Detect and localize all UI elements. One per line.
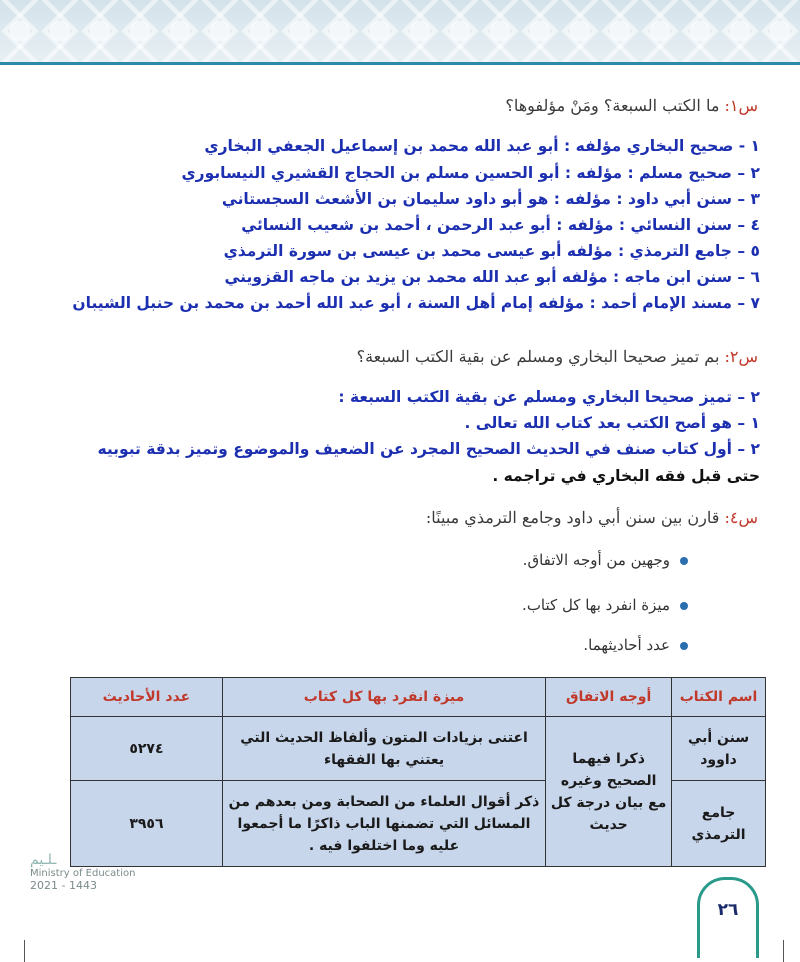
answer-2-line-1: ٢ – تميز صحيحا البخاري ومسلم عن بقية الكتب السبعة : — [338, 388, 760, 406]
logo-arabic-text: ـلـيم — [30, 852, 57, 868]
feature-cell: ذكر أقوال العلماء من الصحابة ومن بعدهم من المسائل التي تضمنها الباب ذاكرًا ما أجمعوا عليه وما اختلفوا فيه . — [222, 781, 545, 867]
bullet-text-1: وجهين من أوجه الاتفاق. — [522, 551, 670, 569]
question-4-text: قارن بين سنن أبي داود وجامع الترمذي مبينًا: — [425, 508, 720, 527]
answer-1-line-1: ١ - صحيح البخاري مؤلفه : أبو عبد الله محمد بن إسماعيل الجعفي البخاري — [204, 137, 760, 155]
bullet-text-3: عدد أحاديثهما. — [583, 636, 670, 654]
answer-1-line-3: ٣ – سنن أبي داود : مؤلفه : هو أبو داود سليمان بن الأشعث السجستاني — [221, 190, 760, 208]
question-2-text: بم تميز صحيحا البخاري ومسلم عن بقية الكتب السبعة؟ — [356, 347, 720, 366]
question-1 — [505, 96, 758, 115]
table-row — [71, 717, 766, 781]
crop-mark — [783, 940, 784, 962]
question-2-number: س٢: — [724, 347, 758, 366]
table-header-row — [71, 678, 766, 717]
feature-cell: اعتنى بزيادات المتون وألفاظ الحديث التي يعتني بها الفقهاء — [222, 717, 545, 781]
bullet-text-2: ميزة انفرد بها كل كتاب. — [522, 596, 670, 614]
book-name-cell: سنن أبي داوود — [672, 717, 766, 781]
bullet-dot-icon — [680, 642, 688, 650]
logo-year-text: 2021 - 1443 — [30, 879, 97, 892]
answer-2-line-3: ٢ – أول كتاب صنف في الحديث الصحيح المجرد عن الضعيف والموضوع وتميز بدقة تبوبيه — [97, 440, 760, 458]
logo-english-text: Ministry of Education — [30, 868, 136, 879]
hadith-count-cell: ٥٢٧٤ — [71, 717, 223, 781]
bullet-item-3 — [583, 636, 688, 654]
agreement-cell: ذكرا فيهما الصحيح وغيره مع بيان درجة كل حديث — [546, 717, 672, 867]
question-1-text: ما الكتب السبعة؟ ومَنْ مؤلفوها؟ — [505, 96, 720, 115]
header-hadith-count: عدد الأحاديث — [71, 678, 223, 717]
book-name-cell: جامع الترمذي — [672, 781, 766, 867]
bullet-item-1 — [523, 551, 688, 569]
question-4-number: س٤: — [724, 508, 758, 527]
answer-1-line-2: ٢ – صحيح مسلم : مؤلفه : أبو الحسين مسلم بن الحجاج القشيري النيسابوري — [181, 164, 760, 182]
bullet-dot-icon — [680, 557, 688, 565]
bullet-item-2 — [522, 596, 688, 614]
crop-mark — [24, 940, 25, 962]
header-divider — [0, 62, 800, 65]
answer-2-line-2: ١ – هو أصح الكتب بعد كتاب الله تعالى . — [464, 414, 760, 432]
answer-1-line-4: ٤ – سنن النسائي : مؤلفه : أبو عبد الرحمن ، أحمد بن شعيب النسائي — [241, 216, 760, 234]
header-banner — [0, 0, 800, 62]
bullet-dot-icon — [680, 602, 688, 610]
page-number: ٢٦ — [697, 877, 759, 958]
answer-1-line-6: ٦ – سنن ابن ماجه : مؤلفه أبو عبد الله محمد بن يزيد بن ماجه القزويني — [224, 268, 760, 286]
hadith-count-cell: ٣٩٥٦ — [71, 781, 223, 867]
comparison-table — [70, 677, 766, 867]
answer-1-line-7: ٧ – مسند الإمام أحمد : مؤلفه إمام أهل السنة ، أبو عبد الله أحمد بن محمد بن حنبل الشيبان — [72, 294, 760, 312]
question-2 — [357, 347, 758, 366]
answer-1-line-5: ٥ – جامع الترمذي : مؤلفه أبو عيسى محمد بن عيسى بن سورة الترمذي — [223, 242, 760, 260]
answer-2-line-4: حتى قبل فقه البخاري في تراجمه . — [492, 467, 760, 485]
header-agreement: أوجه الاتفاق — [546, 678, 672, 717]
question-4 — [426, 508, 758, 527]
header-feature: ميزة انفرد بها كل كتاب — [222, 678, 545, 717]
header-book-name: اسم الكتاب — [672, 678, 766, 717]
ministry-logo — [30, 852, 135, 892]
question-1-number: س١: — [724, 96, 758, 115]
